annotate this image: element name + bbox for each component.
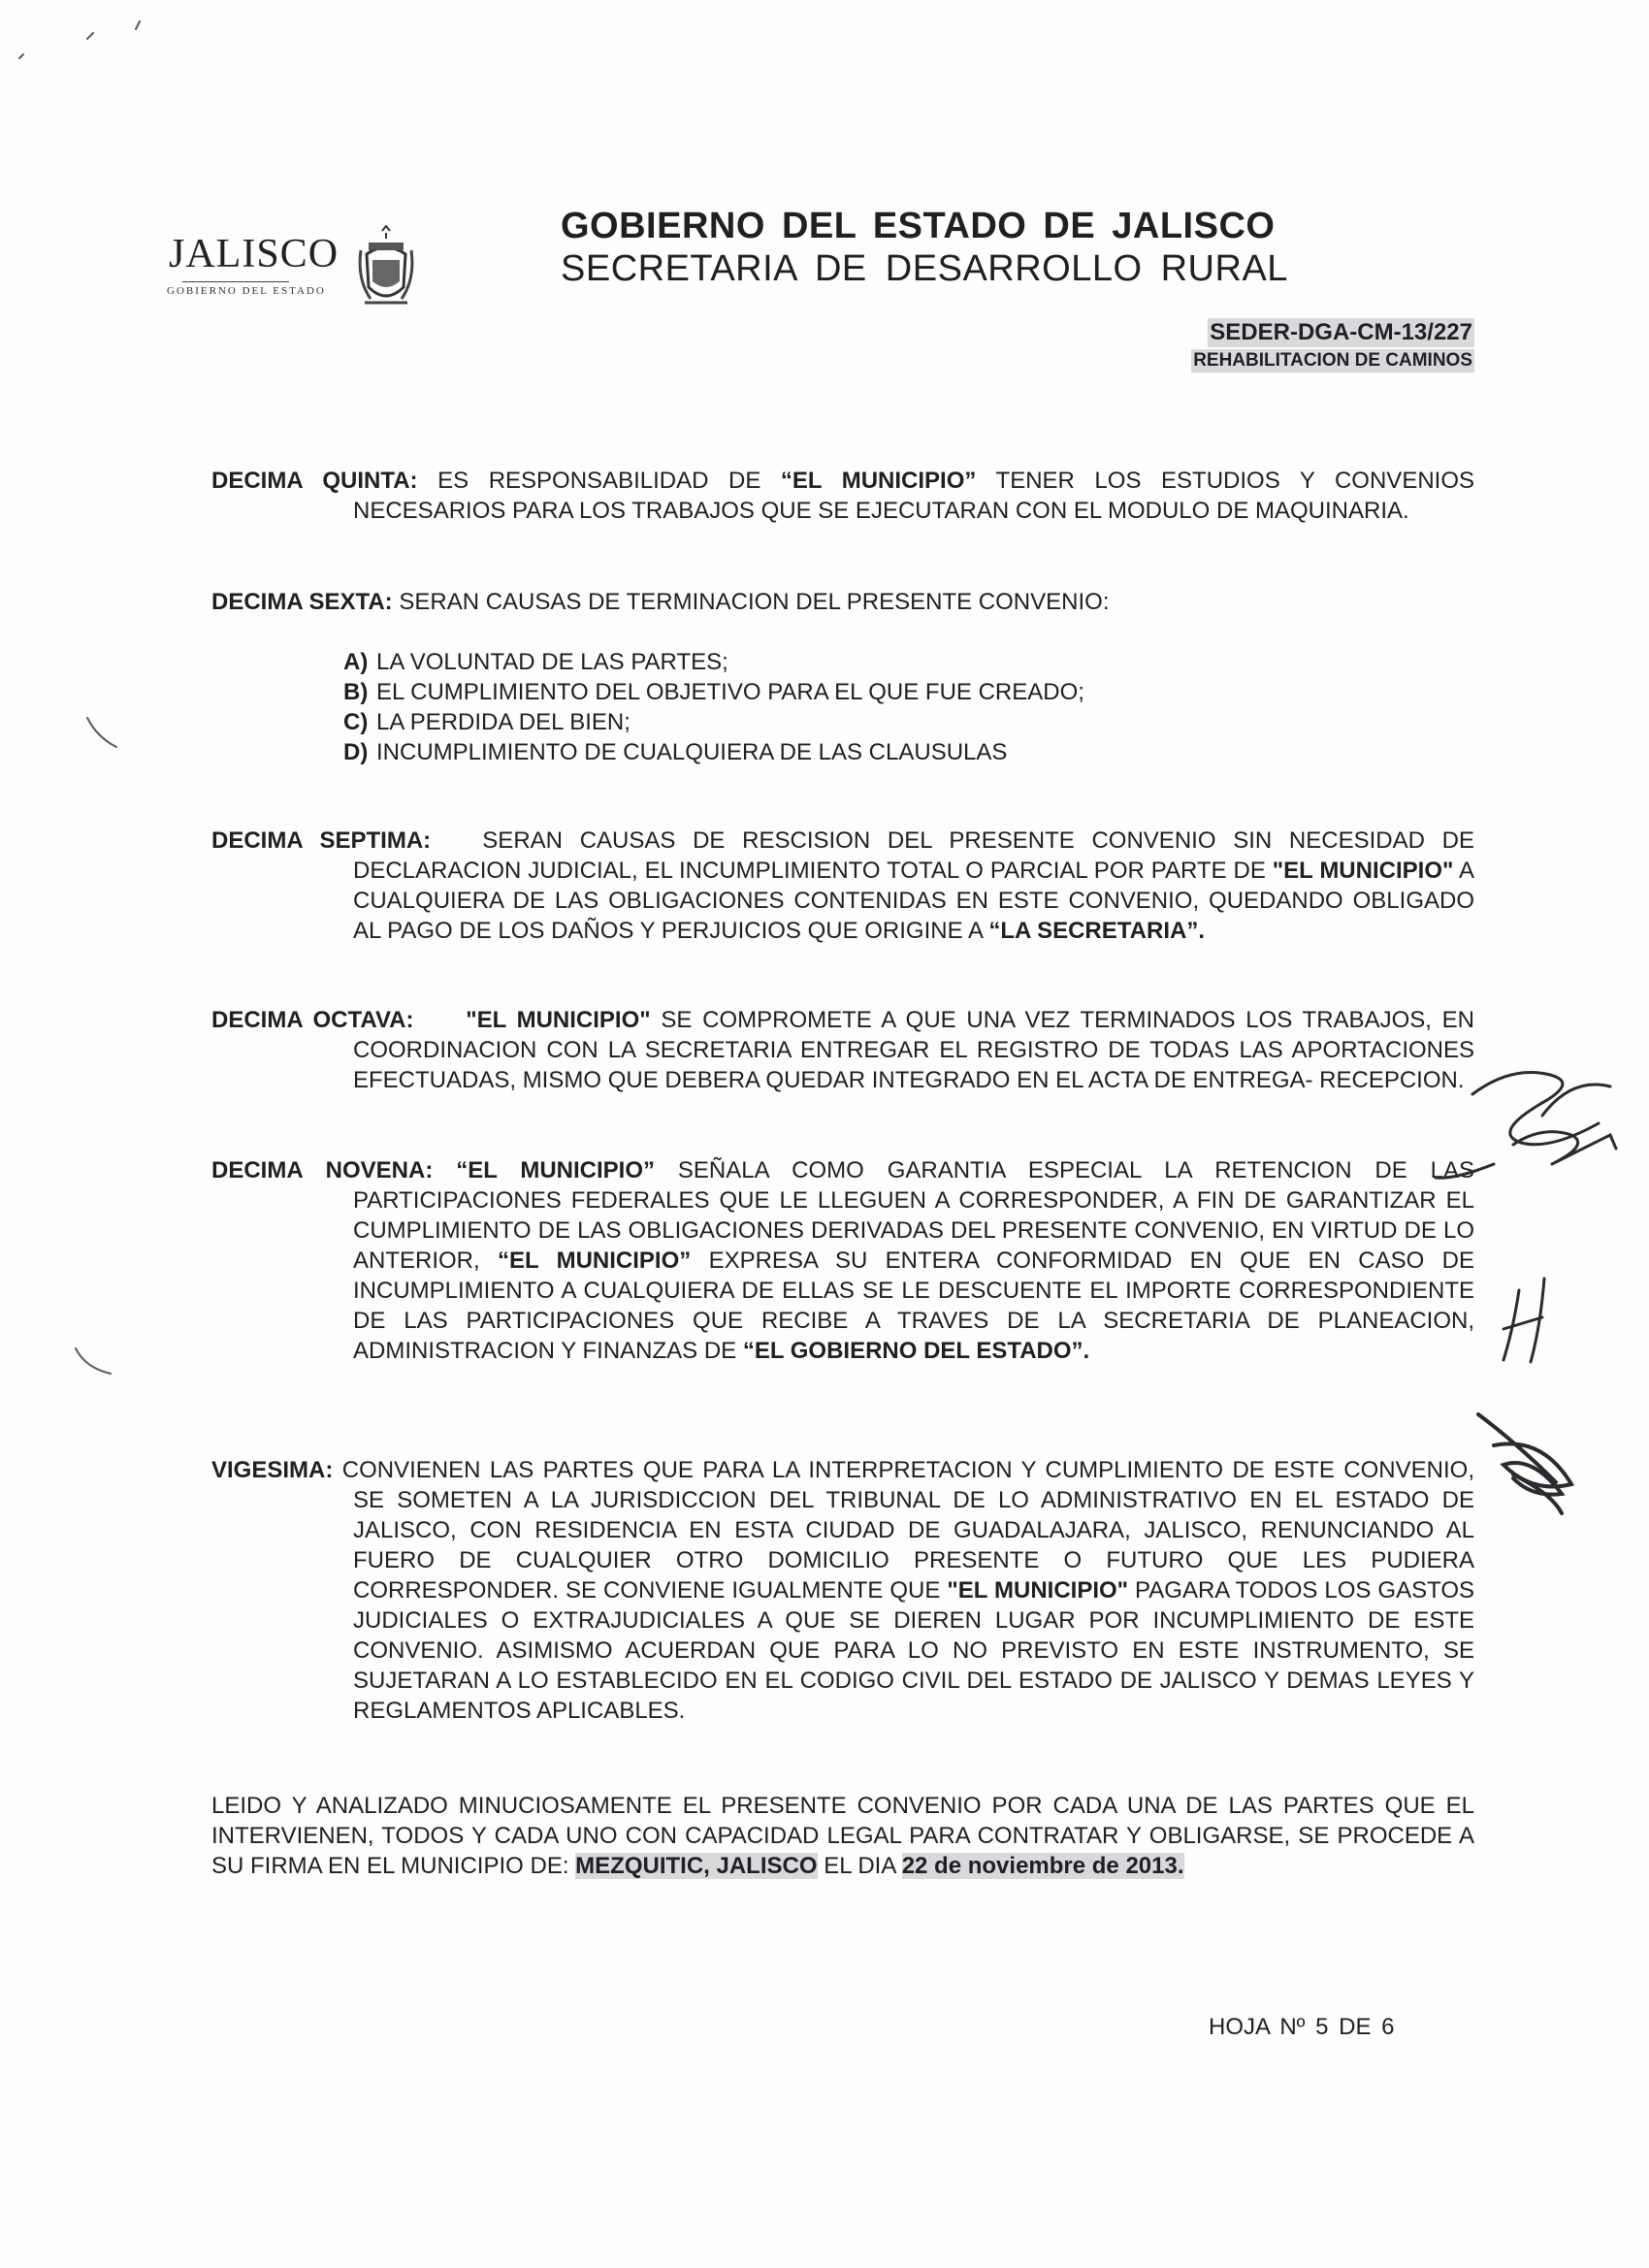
clause-bold: “EL GOBIERNO DEL ESTADO”. bbox=[742, 1338, 1090, 1364]
clause-text: A CUALQUIERA DE LAS OBLIGACIONES CONTENIDAS EN ESTE CONVENIO, QUEDANDO OBLIGADO AL PAGO DE LOS DAÑOS Y PERJUICIOS QUE ORIGINE A bbox=[353, 858, 1475, 944]
clause-decima-quinta bbox=[211, 466, 1474, 526]
clause-label: DECIMA SEPTIMA: bbox=[211, 827, 432, 854]
reference-block bbox=[1191, 318, 1474, 373]
clause-text: ES RESPONSABILIDAD DE bbox=[437, 468, 761, 494]
clause-text: CONVIENEN LAS PARTES QUE PARA LA INTERPRETACION Y CUMPLIMIENTO DE ESTE CONVENIO, SE SOMETEN A LA JURISDICCION DEL TRIBUNAL DE LO ADMINISTRATIVO EN EL ESTADO DE JALISCO, CON RESIDENCIA EN ESTA CIUDAD DE GUADALAJARA, JALISCO, RENUNCIANDO AL FUERO DE CUALQUIER OTRO DOMICILIO PRESENTE O FUTURO QUE LES PUDIERA CORRESPONDER. SE CONVIENE IGUALMENTE QUE bbox=[341, 1457, 1474, 1604]
initials-icon bbox=[1504, 1279, 1544, 1362]
clause-decima-septima bbox=[211, 826, 1474, 946]
clause-text: SEÑALA COMO GARANTIA ESPECIAL LA RETENCION DE LAS PARTICIPACIONES FEDERALES QUE LE LLEGUEN A CORRESPONDER, A FIN DE GARANTIZAR EL CUMPLIMIENTO DE LAS OBLIGACIONES DERIVADAS DEL PRESENTE CONVENIO, EN VIRTUD DE LO ANTERIOR, bbox=[353, 1157, 1475, 1274]
list-letter: C) bbox=[343, 709, 369, 735]
list-item bbox=[343, 677, 1084, 707]
logo-wordmark: JALISCO bbox=[169, 232, 340, 276]
page-number: HOJA Nº 5 DE 6 bbox=[1209, 2014, 1395, 2040]
logo-rule bbox=[182, 281, 289, 282]
termination-causes-list bbox=[343, 647, 1084, 767]
clause-text: TENER LOS ESTUDIOS Y CONVENIOS NECESARIOS PARA LOS TRABAJOS QUE SE EJECUTARAN CON EL MODULO DE MAQUINARIA. bbox=[353, 468, 1474, 524]
clause-label: DECIMA QUINTA: bbox=[211, 468, 418, 494]
scan-mark-icon bbox=[19, 21, 140, 1374]
closing-text: EL DIA bbox=[824, 1853, 896, 1879]
list-text: EL CUMPLIMIENTO DEL OBJETIVO PARA EL QUE FUE CREADO; bbox=[376, 679, 1084, 705]
clause-vigesima bbox=[211, 1455, 1474, 1726]
clause-bold: “EL MUNICIPIO” bbox=[456, 1157, 655, 1183]
list-item bbox=[343, 647, 1084, 677]
clause-label: DECIMA NOVENA: bbox=[211, 1157, 434, 1183]
clause-bold: "EL MUNICIPIO" bbox=[1272, 858, 1454, 884]
clause-text: EXPRESA SU ENTERA CONFORMIDAD EN QUE EN CASO DE INCUMPLIMIENTO A CUALQUIERA DE ELLAS SE LE DESCUENTE EL IMPORTE CORRESPONDIENTE DE LAS PARTICIPACIONES QUE RECIBE A TRAVES DE LA SECRETARIA DE PLANEACION, ADMINISTRACION Y FINANZAS DE bbox=[353, 1247, 1474, 1364]
header-title: GOBIERNO DEL ESTADO DE JALISCO bbox=[561, 206, 1276, 246]
list-text: INCUMPLIMIENTO DE CUALQUIERA DE LAS CLAUSULAS bbox=[376, 739, 1008, 765]
clause-bold: “EL MUNICIPIO” bbox=[498, 1247, 692, 1274]
clause-bold: “EL MUNICIPIO” bbox=[780, 468, 977, 494]
list-letter: B) bbox=[343, 679, 369, 705]
clause-text: SERAN CAUSAS DE TERMINACION DEL PRESENTE CONVENIO: bbox=[399, 589, 1110, 615]
reference-code: SEDER-DGA-CM-13/227 bbox=[1210, 319, 1472, 345]
clause-decima-octava bbox=[211, 1005, 1474, 1095]
list-item bbox=[343, 737, 1084, 767]
clause-text: PAGARA TODOS LOS GASTOS JUDICIALES O EXTRAJUDICIALES A QUE SE DIEREN LUGAR POR INCUMPLIMIENTO DE ESTE CONVENIO. ASIMISMO ACUERDAN QUE PARA LO NO PREVISTO EN ESTE INSTRUMENTO, SE SUJETARAN A LO ESTABLECIDO EN EL CODIGO CIVIL DEL ESTADO DE JALISCO Y DEMAS LEYES Y REGLAMENTOS APLICABLES. bbox=[353, 1577, 1475, 1724]
reference-subtitle: REHABILITACION DE CAMINOS bbox=[1193, 350, 1472, 371]
list-letter: D) bbox=[343, 739, 369, 765]
coat-of-arms-icon bbox=[355, 225, 417, 312]
signature-icon bbox=[1478, 1414, 1571, 1513]
clause-label: DECIMA SEXTA: bbox=[211, 589, 393, 615]
clause-text: SE COMPROMETE A QUE UNA VEZ TERMINADOS LOS TRABAJOS, EN COORDINACION CON LA SECRETARIA ENTREGAR EL REGISTRO DE TODAS LAS APORTACIONES EFECTUADAS, MISMO QUE DEBERA QUEDAR INTEGRADO EN EL ACTA DE ENTREGA- RECEPCION. bbox=[353, 1007, 1475, 1093]
list-text: LA PERDIDA DEL BIEN; bbox=[376, 709, 630, 735]
clause-label: DECIMA OCTAVA: bbox=[211, 1007, 414, 1033]
clause-bold: “LA SECRETARIA”. bbox=[988, 918, 1205, 944]
closing-text: LEIDO Y ANALIZADO MINUCIOSAMENTE EL PRESENTE CONVENIO POR CADA UNA DE LAS PARTES QUE EL INTERVIENEN, TODOS Y CADA UNO CON CAPACIDAD LEGAL PARA CONTRATAR Y OBLIGARSE, SE PROCEDE A SU FIRMA EN EL MUNICIPIO DE: bbox=[211, 1793, 1474, 1879]
header-subtitle: SECRETARIA DE DESARROLLO RURAL bbox=[561, 248, 1288, 289]
clause-label: VIGESIMA: bbox=[211, 1457, 334, 1483]
clause-bold: "EL MUNICIPIO" bbox=[466, 1007, 651, 1033]
clause-text: SERAN CAUSAS DE RESCISION DEL PRESENTE CONVENIO SIN NECESIDAD DE DECLARACION JUDICIAL, EL INCUMPLIMIENTO TOTAL O PARCIAL POR PARTE DE bbox=[353, 827, 1474, 884]
clause-decima-sexta bbox=[211, 587, 1474, 617]
clause-decima-novena bbox=[211, 1155, 1474, 1366]
jalisco-logo bbox=[165, 225, 427, 312]
list-letter: A) bbox=[343, 649, 369, 675]
list-item bbox=[343, 707, 1084, 737]
logo-subtitle: GOBIERNO DEL ESTADO bbox=[167, 285, 326, 297]
closing-paragraph bbox=[211, 1791, 1474, 1881]
closing-place: MEZQUITIC, JALISCO bbox=[575, 1853, 818, 1879]
list-text: LA VOLUNTAD DE LAS PARTES; bbox=[376, 649, 728, 675]
closing-date: 22 de noviembre de 2013. bbox=[901, 1853, 1184, 1879]
clause-bold: "EL MUNICIPIO" bbox=[947, 1577, 1129, 1604]
